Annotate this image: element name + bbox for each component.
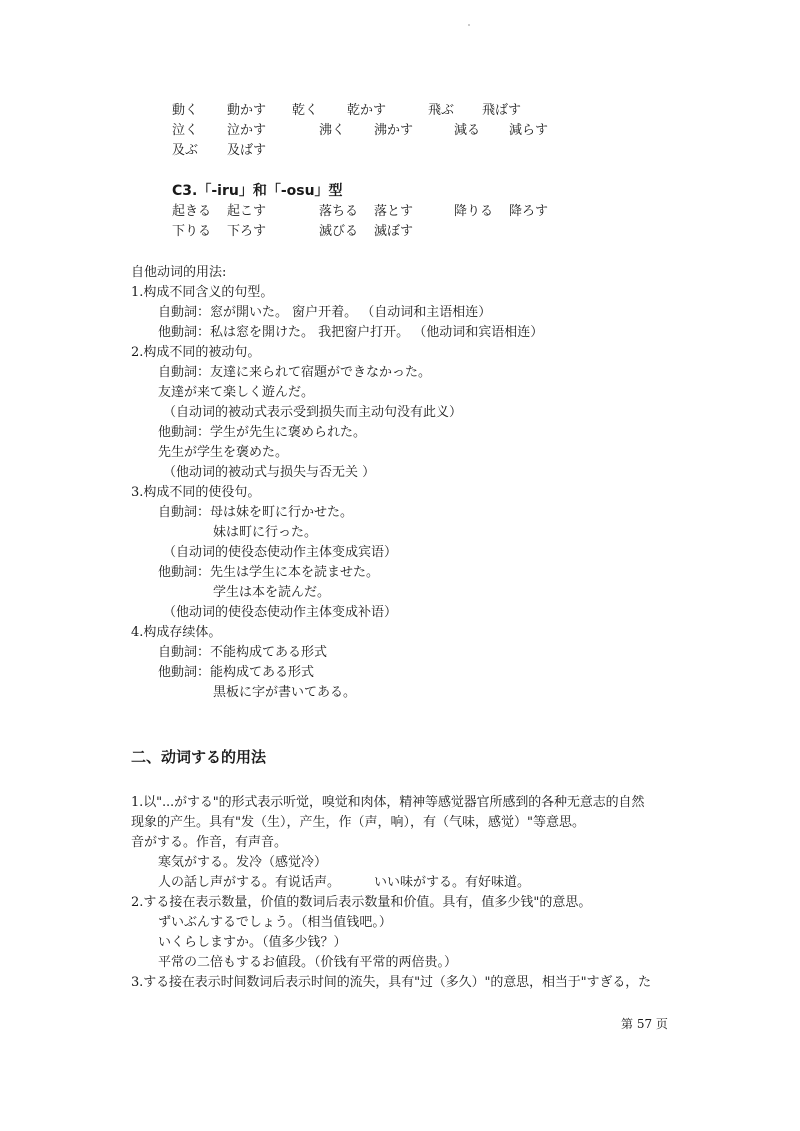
page-number: 第 57 页 xyxy=(621,1017,668,1031)
verb-pair-cell: 下りる xyxy=(172,224,212,239)
usage-line: 自動詞：友達に来られて宿題ができなかった。 xyxy=(158,365,432,380)
section-line: いくらしますか。（值多少钱？） xyxy=(158,935,347,950)
usage-line: 他動詞：能构成てある形式 xyxy=(158,665,315,680)
section-line: 2.する接在表示数量，价值的数词后表示数量和价值。具有，值多少钱"的意思。 xyxy=(131,895,592,910)
section-line: いい味がする。有好味道。 xyxy=(374,875,531,890)
verb-pair-cell: 沸く xyxy=(319,123,346,138)
usage-line: 妹は町に行った。 xyxy=(213,525,318,540)
verb-pair-cell: 乾かす xyxy=(347,103,387,118)
usage-line: 自動詞：母は妹を町に行かせた。 xyxy=(158,505,354,520)
verb-pair-cell: 減る xyxy=(454,123,481,138)
usage-note: （他动词的使役态使动作主体变成补语） xyxy=(163,605,398,620)
usage-line: 自動詞：不能构成てある形式 xyxy=(158,645,328,660)
verb-pair-cell: 落とす xyxy=(374,204,414,219)
section-line: 现象的产生。具有"发（生），产生，作（声，响），有（气味，感觉）"等意思。 xyxy=(131,815,585,830)
verb-pair-cell: 下ろす xyxy=(227,224,267,239)
usage-line: 自動詞：窓が開いた。 窗户开着。 （自动词和主语相连） xyxy=(158,305,492,320)
verb-pair-cell: 及ぶ xyxy=(172,143,199,158)
verb-pair-cell: 泣く xyxy=(172,123,199,138)
verb-pair-cell: 飛ぶ xyxy=(428,103,455,118)
section-line: 平常の二倍もするお値段。（价钱有平常的两倍贵。） xyxy=(158,955,458,970)
verb-pair-cell: 起きる xyxy=(172,204,212,219)
usage-point-title: 3.构成不同的使役句。 xyxy=(131,485,261,500)
verb-pair-cell: 及ばす xyxy=(227,143,267,158)
usage-line: 他動詞：私は窓を開けた。 我把窗户打开。 （他动词和宾语相连） xyxy=(158,325,544,340)
verb-pair-cell: 飛ばす xyxy=(482,103,522,118)
usage-note: （自动词的被动式表示受到损失而主动句没有此义） xyxy=(163,405,463,420)
section-line: 1.以"...がする"的形式表示听觉，嗅觉和肉体，精神等感觉器官所感到的各种无意志的自然 xyxy=(131,795,645,810)
verb-pair-cell: 落ちる xyxy=(319,204,359,219)
usage-title: 自他动词的用法: xyxy=(131,265,227,280)
verb-pair-cell: 降りる xyxy=(454,204,494,219)
c3-title: C3.「-iru」和「-osu」型 xyxy=(172,183,343,199)
verb-pair-cell: 滅ぼす xyxy=(374,224,414,239)
section-line: ずいぶんするでしょう。（相当值钱吧。） xyxy=(158,915,392,930)
usage-line: 先生が学生を褒めた。 xyxy=(158,445,289,460)
section-line: 3.する接在表示时间数词后表示时间的流失，具有"过（多久）"的意思，相当于"すぎる，た xyxy=(131,975,652,990)
usage-line: 友達が来て楽しく遊んだ。 xyxy=(158,385,315,400)
usage-note: （他动词的被动式与损失与否无关 ） xyxy=(163,465,376,480)
usage-line: 学生は本を読んだ。 xyxy=(213,585,331,600)
scan-speck xyxy=(468,24,470,26)
verb-pair-cell: 滅びる xyxy=(319,224,359,239)
verb-pair-cell: 起こす xyxy=(227,204,267,219)
section-heading: 二、动词する的用法 xyxy=(131,748,267,766)
usage-point-title: 2.构成不同的被动句。 xyxy=(131,345,261,360)
usage-line: 黒板に字が書いてある。 xyxy=(213,685,357,700)
section-line: 人の話し声がする。有说话声。 xyxy=(158,875,341,890)
usage-point-title: 4.构成存续体。 xyxy=(131,625,222,640)
usage-point-title: 1.构成不同含义的句型。 xyxy=(131,285,274,300)
section-line: 音がする。作音，有声音。 xyxy=(131,835,288,850)
verb-pair-cell: 沸かす xyxy=(374,123,414,138)
usage-note: （自动词的使役态使动作主体变成宾语） xyxy=(163,545,398,560)
verb-pair-cell: 動かす xyxy=(227,103,267,118)
usage-line: 他動詞：学生が先生に褒められた。 xyxy=(158,425,367,440)
verb-pair-cell: 泣かす xyxy=(227,123,267,138)
verb-pair-cell: 降ろす xyxy=(509,204,549,219)
verb-pair-cell: 乾く xyxy=(292,103,319,118)
verb-pair-cell: 動く xyxy=(172,103,199,118)
usage-line: 他動詞：先生は学生に本を読ませた。 xyxy=(158,565,380,580)
section-line: 寒気がする。发冷（感觉冷） xyxy=(158,855,328,870)
verb-pair-cell: 減らす xyxy=(509,123,549,138)
